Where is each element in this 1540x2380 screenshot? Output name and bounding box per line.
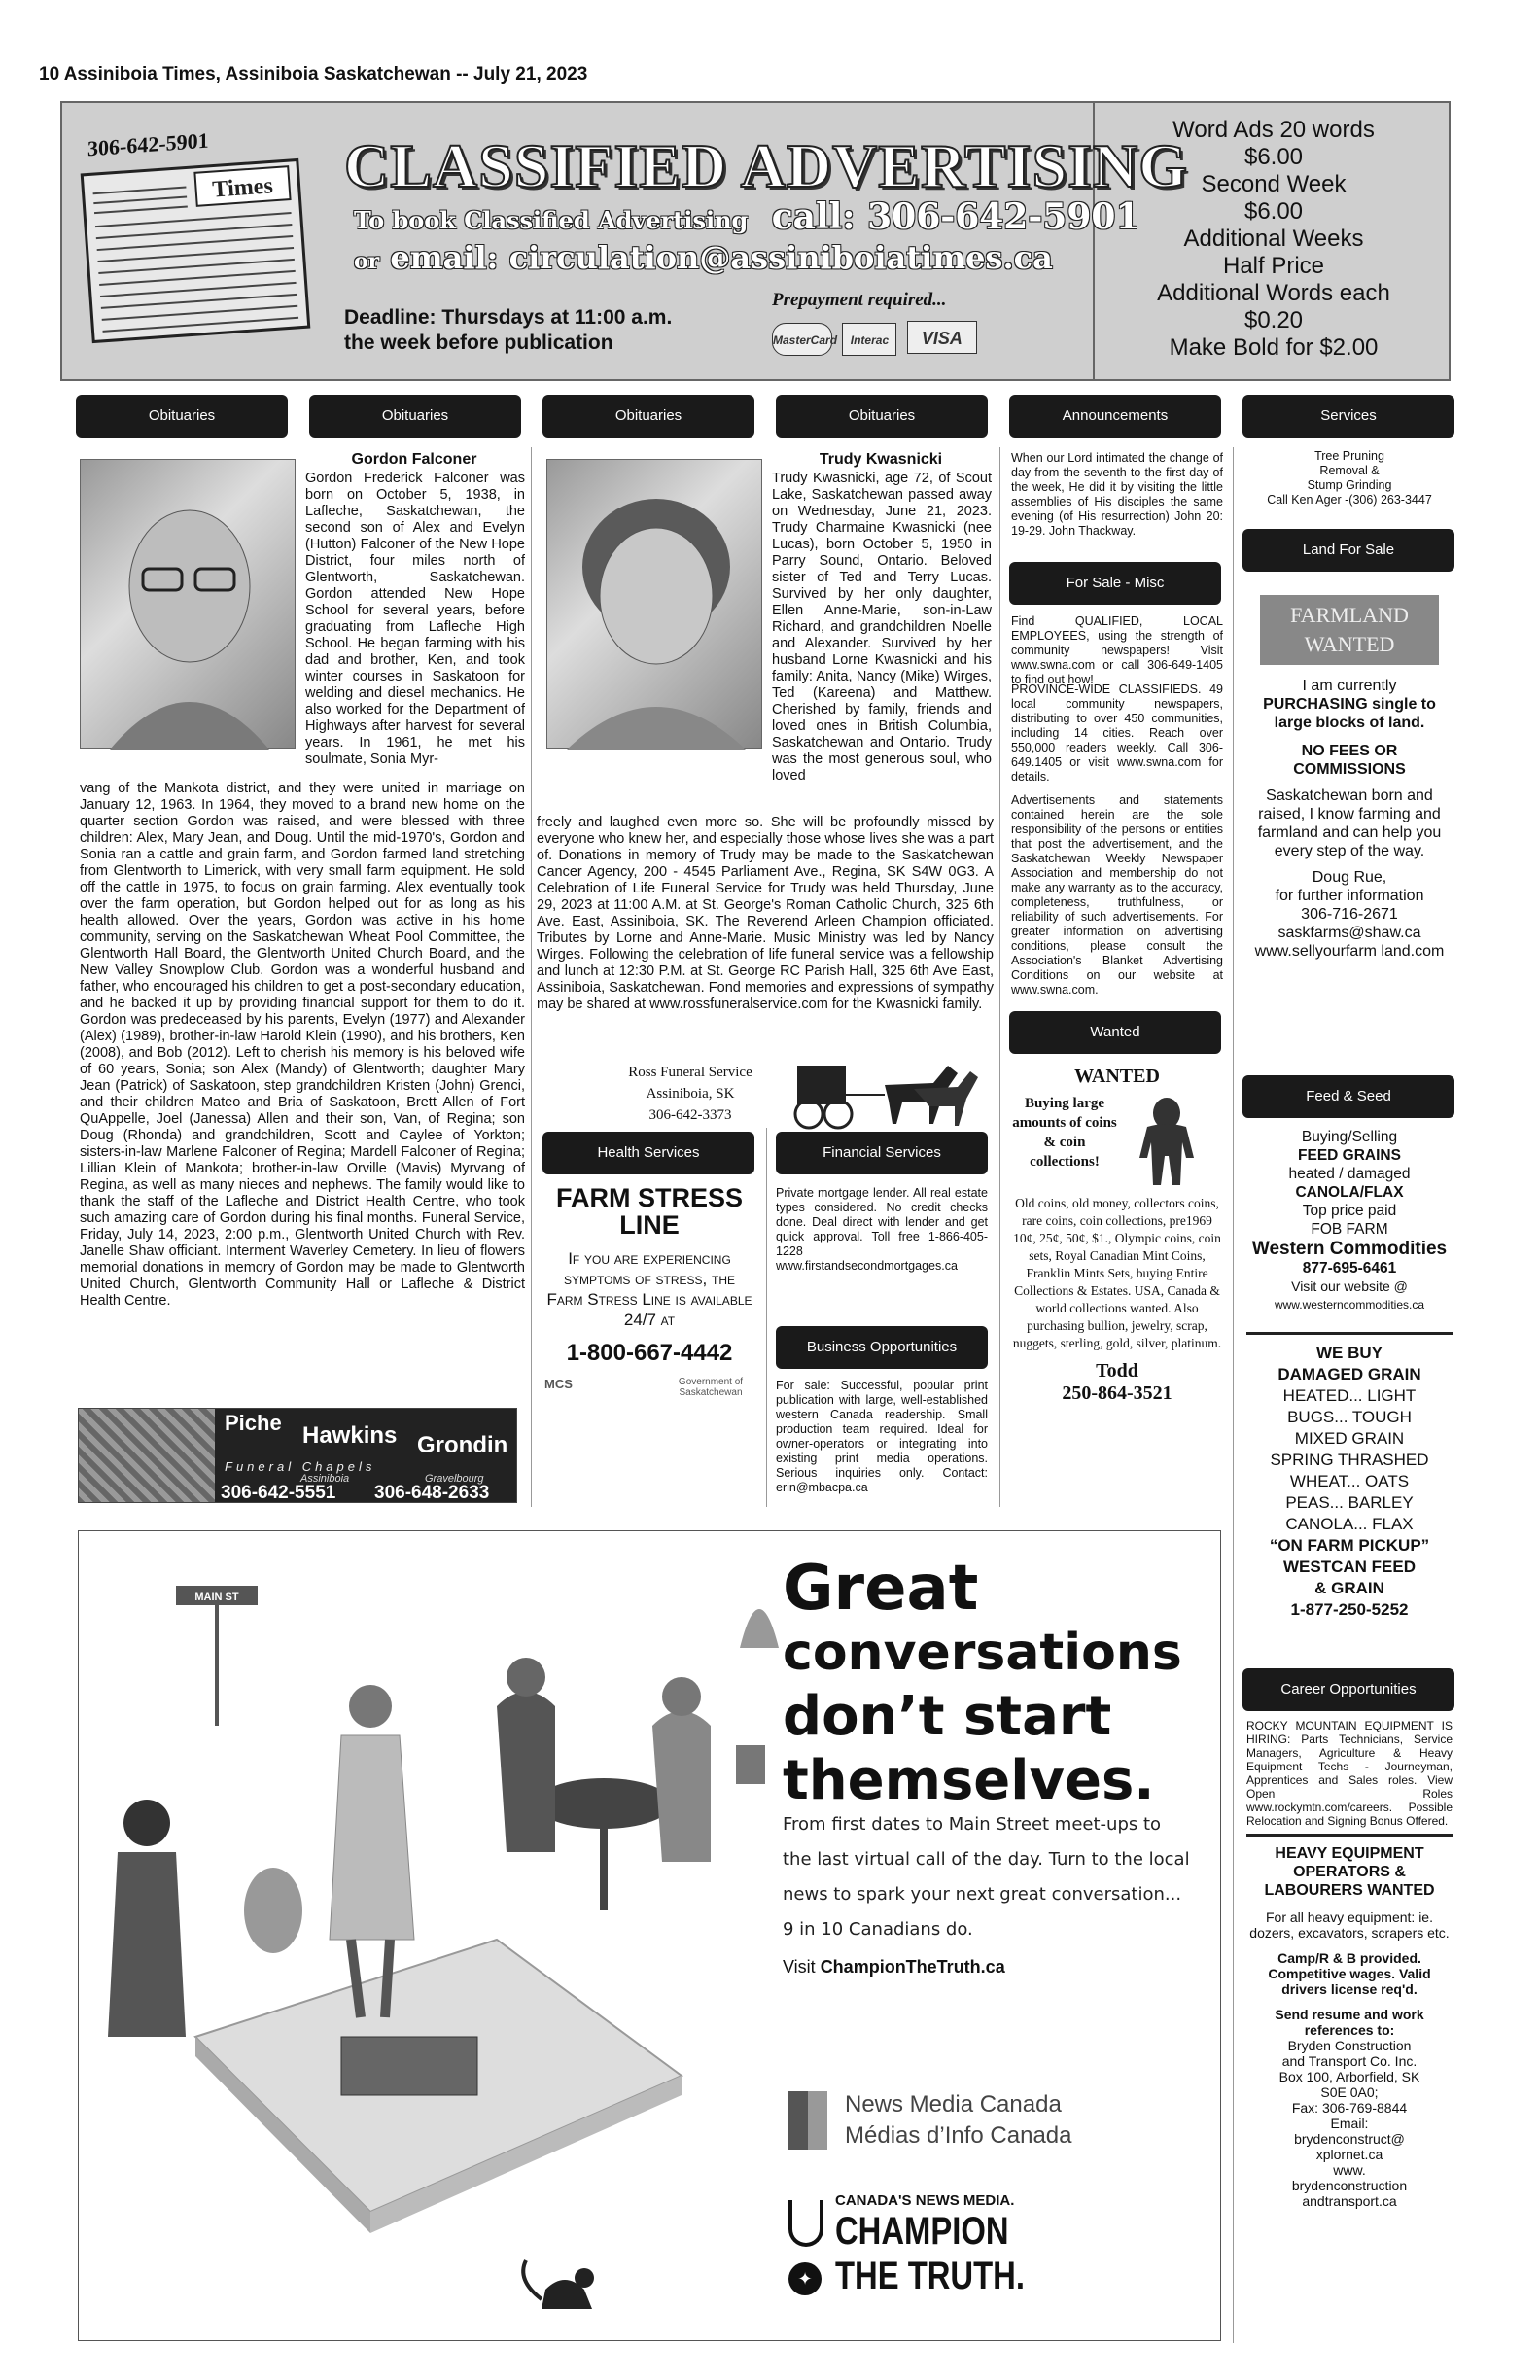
feed-web: www.westerncommodities.ca: [1274, 1298, 1425, 1312]
feed-line: CANOLA/FLAX: [1295, 1184, 1404, 1201]
heavy-title: HEAVY EQUIPMENT OPERATORS & LABOURERS WANTED: [1264, 1845, 1435, 1899]
piche-ad: [78, 1408, 517, 1503]
tab-financial-services: Financial Services: [776, 1132, 988, 1174]
piche-sub: Funeral Chapels: [225, 1459, 376, 1474]
westcan-line: WHEAT... OATS: [1289, 1472, 1410, 1490]
farm-stress-title: FARM STRESS LINE: [555, 1183, 744, 1240]
bigfoot-icon: [1118, 1094, 1215, 1187]
westcan-line: MIXED GRAIN: [1294, 1429, 1405, 1448]
forsale-text-2: PROVINCE-WIDE CLASSIFIEDS. 49 local community newspapers, distributing to over 450 communities, including 14 cities. Reach over 550,000 readers weekly. Call 306-649.1405 or visit www.swna.com for details.: [1011, 682, 1223, 784]
champion-ad: [78, 1530, 1221, 2341]
westcan-line: & GRAIN: [1314, 1579, 1384, 1597]
tab-obituaries-4: Obituaries: [776, 395, 988, 438]
portrait-icon: [547, 460, 763, 750]
ross-text: [603, 1062, 778, 1126]
career-text: ROCKY MOUNTAIN EQUIPMENT IS HIRING: Parts Technicians, Service Managers, Agriculture & Heavy Equipment Techs - Journeyman, Apprentices and Sales roles. View Open Roles www.rockymtn.com/careers. Possible Relocation and Signing Bonus Offered.: [1246, 1719, 1452, 1828]
land-line-4: Saskatchewan born and raised, I know farming and farmland and can help you every step of the way.: [1257, 788, 1442, 859]
feed-line: heated / damaged: [1288, 1166, 1411, 1182]
rate-line: Additional Weeks: [1183, 226, 1364, 252]
land-line-2: PURCHASING single to large blocks of land.: [1263, 696, 1436, 731]
deadline-line-2: the week before publication: [344, 332, 613, 354]
feed-phone: 877-695-6461: [1302, 1260, 1397, 1277]
westcan-line: HEATED... LIGHT: [1282, 1386, 1417, 1405]
tab-obituaries-2: Obituaries: [309, 395, 521, 438]
heavy-addr: brydenconstruct@: [1294, 2131, 1405, 2147]
ctt-bot: THE TRUTH.: [835, 2255, 1025, 2297]
piche-phone-2: 306-648-2633: [374, 1483, 490, 1503]
call-number: call: 306-642-5901: [771, 196, 1140, 237]
feed-line: Top price paid: [1302, 1203, 1397, 1219]
tree-line: Call Ken Ager -(306) 263-3447: [1267, 493, 1432, 507]
column-rule: [766, 1128, 767, 1507]
ctt-mid: CHAMPION: [835, 2210, 1009, 2253]
land-line-1: I am currently: [1302, 678, 1397, 694]
heavy-addr: and Transport Co. Inc.: [1281, 2053, 1418, 2069]
portrait-icon: [81, 460, 297, 750]
piche-loc-2: Gravelbourg: [425, 1473, 484, 1485]
ross-town: Assiniboia, SK: [646, 1086, 735, 1102]
financial-text: Private mortgage lender. All real estate types considered. No credit checks done. Deal direct with lender and get quick approval. Toll free 1-866-405-1228 www.firstandsecondmortgages.ca: [776, 1186, 988, 1273]
horse-carriage-icon: [788, 1056, 982, 1132]
email-address: email: circulation@assiniboiatimes.ca: [390, 239, 1053, 276]
heavy-send: Send resume and work references to:: [1275, 2007, 1424, 2038]
interac-icon: Interac: [842, 323, 896, 356]
main-st-sign: MAIN ST: [194, 1592, 239, 1603]
page-header: 10 Assiniboia Times, Assiniboia Saskatchewan -- July 21, 2023: [39, 64, 588, 85]
heavy-addr: Fax: 306-769-8844: [1291, 2100, 1408, 2116]
banner-book-line: [354, 196, 1140, 237]
deadline: [344, 305, 791, 356]
champion-visit: [783, 1957, 1005, 1978]
heavy-body: For all heavy equipment: ie. dozers, excavators, scrapers etc.: [1249, 1909, 1450, 1941]
wanted-buying: Buying large amounts of coins & coin collections!: [1012, 1096, 1117, 1170]
grondin-name: Grondin: [417, 1432, 508, 1458]
banner-email-line: [354, 239, 1053, 276]
payment-cards: [772, 321, 986, 360]
gordon-photo: [80, 459, 296, 749]
feed-line: FEED GRAINS: [1298, 1147, 1401, 1164]
forsale-text-3: Advertisements and statements contained herein are the sole responsibility of the persons or entities that post the advertisement, and the Saskatchewan Weekly Newspaper Association and membership do not make any warranty as to the accuracy, completeness, truthfulness, or reliability of such advertisements. For greater information on advertising conditions, please consult the Association's Blanket Advertising Conditions on our website at www.swna.com.: [1011, 793, 1223, 997]
headline-line: themselves.: [783, 1749, 1155, 1812]
heavy-addr: Box 100, Arborfield, SK: [1278, 2069, 1420, 2084]
heavy-addr: brydenconstruction: [1291, 2178, 1408, 2193]
illustration: [79, 1531, 779, 2342]
land-line-6: for further information: [1275, 888, 1424, 904]
piche-phone-1: 306-642-5551: [221, 1483, 336, 1503]
trudy-name: Trudy Kwasnicki: [819, 451, 943, 468]
wanted-phone: 250-864-3521: [1062, 1382, 1172, 1404]
tab-wanted: Wanted: [1009, 1011, 1221, 1054]
paper-masthead: Times: [211, 173, 274, 203]
headline-line: conversations: [783, 1624, 1182, 1682]
trudy-text-wrap: Trudy Kwasnicki, age 72, of Scout Lake, Saskatchewan passed away on Wednesday, June 21, 2023. Trudy Charmaine Kwasnicki (nee Lucas), born October 5, 1950 in Parry Sound, Ontario. Beloved sister of Ted and Terry Lucas. Survived by her only daughter, Ellen Anne-Marie, son-in-Law Richard, and grandchildren Noelle and Alexander. Survived by her husband Lorne Kwasnicki and his family: Anita, Nancy (Mike) Wirges, Ted (Kareena) and Matthew. Cherished by family, friends and loved ones in British Columbia, Saskatchewan and Ontario. Trudy was the most generous soul, who loved: [772, 471, 992, 784]
feed-line: FOB FARM: [1311, 1221, 1388, 1238]
westcan-line: BUGS... TOUGH: [1287, 1408, 1412, 1426]
land-line-3: NO FEES OR COMMISSIONS: [1293, 743, 1406, 778]
announcement-text: When our Lord intimated the change of day from the seventh to the first day of the week, He did it by visiting the little assemblies of His disciples the same evening (of His resurrection) John 20: 19-29. John Thackway.: [1011, 451, 1223, 538]
piche-pattern: [79, 1409, 215, 1503]
ctt-top: CANADA'S NEWS MEDIA.: [835, 2192, 1015, 2209]
land-web: www.sellyourfarm land.com: [1254, 943, 1445, 960]
tab-health-services: Health Services: [542, 1132, 754, 1174]
wanted-ad: [1011, 1066, 1223, 1405]
gordon-text-wrap: Gordon Frederick Falconer was born on October 5, 1938, in Lafleche, Saskatchewan, the second son of Alex and Evelyn (Hutton) Falconer of the New Hope District, four miles north of Glentworth, Saskatchewan. Gordon attended New Hope School for several years, before graduating from Lafleche High School. He began farming with his dad and brother, Ken, and took winter courses in Saskatoon for welding and diesel mechanics. He also worked for the Department of Highways after harvest for several years. In 1961, he met his soulmate, Sonia Myr-: [305, 471, 525, 767]
rate-line: Word Ads 20 words: [1172, 117, 1375, 143]
tab-business-opportunities: Business Opportunities: [776, 1326, 988, 1369]
tree-line: Tree Pruning: [1314, 449, 1384, 463]
column-rule: [531, 447, 532, 1507]
westcan-ad: [1246, 1332, 1452, 1621]
rate-line: $6.00: [1243, 198, 1304, 225]
tab-obituaries-1: Obituaries: [76, 395, 288, 438]
shield-icon: [788, 2200, 823, 2247]
tree-line: Stump Grinding: [1307, 478, 1392, 492]
tab-announcements: Announcements: [1009, 395, 1221, 438]
westcan-line: CANOLA... FLAX: [1285, 1515, 1414, 1533]
heavy-addr: S0E 0A0;: [1320, 2084, 1379, 2100]
trudy-text: freely and laughed even more so. She will be profoundly missed by everyone who knew her, and especially those whose lives she was a part of. Donations in memory of Trudy may be made to the Saskatchewan Cancer Agency, 200 - 4545 Parliament Ave., Regina, SK S4W 0G3. A Celebration of Life Funeral Service for Trudy was held Thursday, June 29, 2023 at 11:00 A.M. at St. George's Roman Catholic Church, 325 6th Ave. East, Assiniboia, SK. The Reverend Arleen Champion officiated. Tributes by Lorne and Anne-Marie. Music Ministry was led by Nancy Wirges. Following the celebration of life funeral service was a fellowship and lunch at 12:30 P.M. at St. George RC Parish Hall, 325 6th Ave East, Assiniboia, Saskatchewan. Fond memories and expressions of sympathy may be shared at www.rossfuneralservice.com for the Kwasnicki family.: [537, 815, 994, 1012]
westcan-line: 1-877-250-5252: [1290, 1600, 1409, 1619]
nmc-fr: Médias d’Info Canada: [845, 2122, 1072, 2149]
tree-service: [1244, 449, 1454, 508]
heavy-equipment-ad: [1246, 1834, 1452, 2209]
rate-line: Additional Words each: [1157, 280, 1390, 306]
gov-logo: Government of Saskatchewan: [678, 1377, 744, 1398]
wanted-title: WANTED: [1074, 1066, 1160, 1087]
nmc-en: News Media Canada: [845, 2091, 1062, 2118]
tab-for-sale-misc: For Sale - Misc: [1009, 562, 1221, 605]
farm-stress-body: If you are experiencing symptoms of stress, the Farm Stress Line is available 24/7 at: [546, 1249, 752, 1329]
rate-list: [1099, 117, 1449, 362]
tab-obituaries-3: Obituaries: [542, 395, 754, 438]
nmc-logo-icon: [788, 2091, 827, 2150]
westcan-line: SPRING THRASHED: [1270, 1451, 1429, 1469]
mastercard-icon: MasterCard: [772, 323, 832, 356]
or-text: or: [354, 249, 380, 274]
banner-left-panel: [62, 103, 1188, 379]
champion-body: From first dates to Main Street meet-ups to the last virtual call of the day. Turn to the local news to spark your next great conversation... 9 in 10 Canadians do.: [783, 1814, 1190, 1940]
tab-feed-seed: Feed & Seed: [1242, 1075, 1454, 1118]
farmland-wanted-banner: FARMLAND WANTED: [1260, 595, 1439, 665]
western-commodities-ad: [1246, 1128, 1452, 1314]
mcs-logo: MCS: [544, 1377, 573, 1391]
ross-name: Ross Funeral Service: [628, 1065, 752, 1080]
visa-icon: VISA: [907, 321, 977, 354]
farm-stress-logos: [544, 1377, 754, 1398]
rate-line: $6.00: [1243, 144, 1304, 170]
land-phone: 306-716-2671: [1301, 906, 1398, 923]
deadline-line-1: Deadline: Thursdays at 11:00 a.m.: [344, 306, 673, 329]
business-text: For sale: Successful, popular print publication with large, well-established western Canada readership. Small production team required. Ideal for owner-operators or integrating into existing print media operations. Serious inquiries only. Contact: erin@mbacpa.ca: [776, 1379, 988, 1494]
heavy-addr: www.: [1333, 2162, 1366, 2178]
banner-phone-top: 306-642-5901: [88, 127, 209, 161]
forsale-text-1: Find QUALIFIED, LOCAL EMPLOYEES, using the strength of community newspapers! Visit www.swna.com or call 306-649-1405 to find out how!: [1011, 614, 1223, 686]
piche-loc-1: Assiniboia: [300, 1473, 350, 1485]
tab-career-opportunities: Career Opportunities: [1242, 1668, 1454, 1711]
westcan-line: DAMAGED GRAIN: [1278, 1365, 1421, 1383]
farm-stress-ad: [544, 1184, 754, 1398]
rate-line: Half Price: [1222, 253, 1325, 279]
champion-headline: [783, 1553, 1210, 1813]
land-ad: [1248, 677, 1451, 961]
hawkins-name: Hawkins: [302, 1422, 398, 1449]
wanted-row: [1011, 1094, 1223, 1187]
ross-phone: 306-642-3373: [648, 1107, 732, 1123]
heavy-addr: andtransport.ca: [1302, 2193, 1397, 2209]
gordon-name: Gordon Falconer: [351, 451, 477, 468]
headline-line: don’t start: [783, 1685, 1112, 1748]
headline-line: Great: [783, 1553, 979, 1625]
book-text: To book Classified Advertising: [354, 206, 749, 234]
feed-visit: Visit our website @: [1291, 1278, 1408, 1294]
heavy-addr: Email:: [1330, 2116, 1369, 2131]
land-line-5: Doug Rue,: [1312, 869, 1387, 886]
heavy-addr: xplornet.ca: [1315, 2147, 1383, 2162]
maple-leaf-icon: ✦: [788, 2262, 822, 2295]
piche-name: Piche: [225, 1411, 282, 1435]
rate-line: Second Week: [1201, 171, 1347, 197]
gordon-text: vang of the Mankota district, and they were united in marriage on January 12, 1963. In 1964, they moved to a brand new home on the quarter section Gordon was raised, and were blessed with three children: Alex, Mary Jean, and Doug. Until the mid-1970's, Gordon and Sonia ran a cattle and grain farm, and Gordon farmed land stretching from Glentworth to Limerick, with very small farm equipment. He sold off the cattle in 1975, to focus on grain farming. Alex eventually took over the farm operation, but Gordon helped out for as long as his health allowed. Over the years, Gordon was active in his home community, serving on the Saskatchewan Wheat Pool Committee, the Glentworth Hall Board, the Glentworth United Church Board, and the New Valley Snowplow Club. Gordon was a wonderful husband and father, who encouraged his children to get a post-secondary education, and he backed it up by providing financial support for them to do it. Gordon was predeceased by his parents, Evelyn (1977) and Alexander (Alex) (1989), brother-in-law Harold Klein (1990), and his brothers, Ken (2008), and Bob (2012). Left to cherish his memory is his beloved wife of 60 years, Sonia; son Alex (Mandy) of Glentworth; daughter Mary Jean (Patrick) of Saskatoon, step grandchildren Kristen (John) Grenci, and their children Mateo and Bria of Saskatoon, Brett Allen of Fort QuAppelle, Joel (Janessa) Allen and their son, Van, of Regina; son Doug (Rhonda) and grandchildren, Scott and Caylee of Yorkton; sisters-in-law Marlene Falconer of Regina; Mardell Falconer of Regina; Lillian Klein of Mankota; brother-in-law Orville (Mavis) Myrvang of Regina, as well as many nieces and nephews. The family would like to thank the staff of the Lafleche and District Health Centre, who took such amazing care of Gordon during his final months. Funeral Service, Friday, July 14, 2023, 2:00 p.m., Glentworth United Church with Rev. Janelle Shaw officiant. Interment Waverley Cemetery. In lieu of flowers memorial donations in memory of Gordon may be made to Glentworth United Church, Glentworth Community Hall or Lafleche & District Health Centre.: [80, 781, 525, 1309]
feed-company: Western Commodities: [1251, 1239, 1448, 1259]
visit-site: ChampionTheTruth.ca: [820, 1957, 1005, 1977]
westcan-line: “ON FARM PICKUP”: [1269, 1536, 1430, 1555]
wanted-details: Old coins, old money, collectors coins, rare coins, coin collections, pre1969 10¢, 25¢, 50¢, $1., Olympic coins, coin sets, Royal Canadian Mint Coins, Franklin Mints Sets, buying Entire Collections & Estates. USA, Canada & world collections wanted. Also purchasing bullion, jewelry, scrap, nuggets, sterling, gold, silver, platinum.: [1012, 1196, 1222, 1350]
farm-stress-phone: 1-800-667-4442: [566, 1340, 733, 1366]
feed-line: Buying/Selling: [1301, 1129, 1398, 1145]
tab-services: Services: [1242, 395, 1454, 438]
heavy-bold: Camp/R & B provided. Competitive wages. Valid drivers license req'd.: [1268, 1950, 1431, 1997]
trudy-photo: [546, 459, 762, 749]
wanted-contact: Todd: [1096, 1360, 1138, 1382]
prepayment-note: Prepayment required...: [772, 290, 947, 310]
visit-prefix: Visit: [783, 1957, 821, 1977]
tab-land-for-sale: Land For Sale: [1242, 529, 1454, 572]
heavy-addr: Bryden Construction: [1287, 2038, 1412, 2053]
banner-title: CLASSIFIED ADVERTISING: [344, 131, 1188, 200]
column-rule: [1233, 447, 1234, 2343]
rate-line: $0.20: [1243, 307, 1304, 333]
newspaper-icon: [78, 156, 313, 346]
ross-ad: [544, 1056, 992, 1132]
classified-banner: [60, 101, 1451, 381]
rate-line: Make Bold for $2.00: [1169, 334, 1379, 361]
westcan-line: PEAS... BARLEY: [1285, 1493, 1414, 1512]
column-rule: [999, 447, 1000, 1507]
westcan-line: WE BUY: [1316, 1344, 1382, 1362]
westcan-line: WESTCAN FEED: [1283, 1558, 1416, 1576]
land-email: saskfarms@shaw.ca: [1278, 925, 1421, 941]
tree-line: Removal &: [1319, 464, 1380, 477]
